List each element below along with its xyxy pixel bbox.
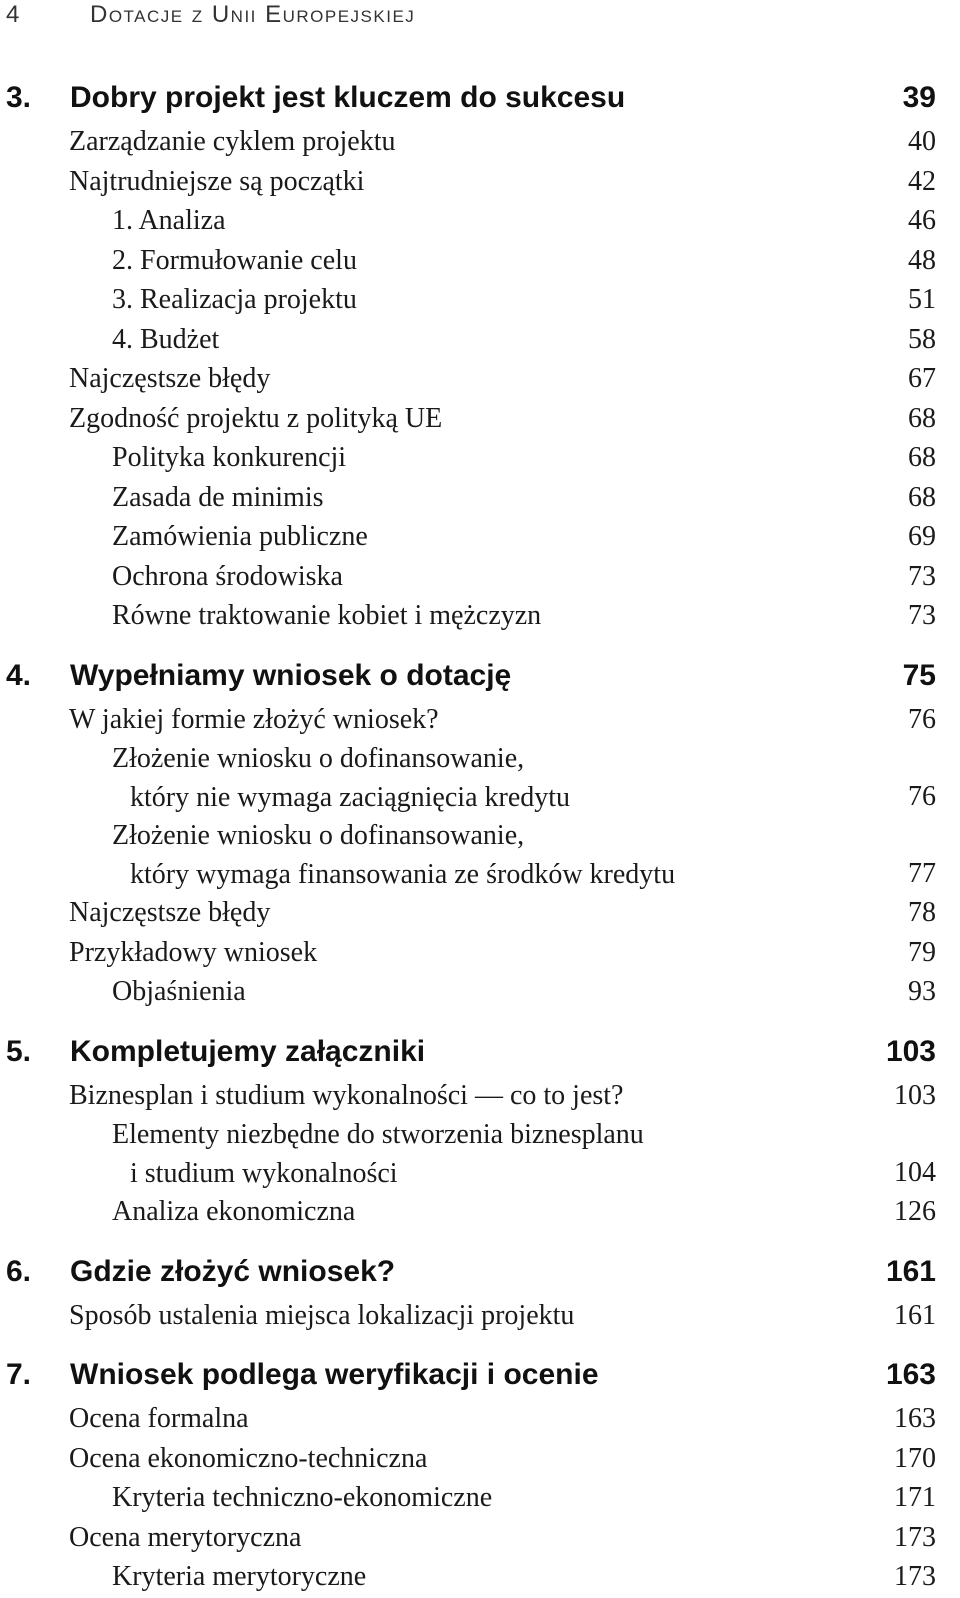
entry-title-line: Przykładowy wniosek (69, 936, 318, 968)
toc-entry[interactable] (0, 1399, 960, 1439)
entry-page-number: 69 (908, 521, 936, 552)
toc-entry[interactable] (0, 972, 960, 1012)
entry-title (112, 280, 357, 320)
entry-page-number: 161 (894, 1299, 936, 1331)
toc-entry[interactable] (0, 359, 960, 399)
toc-entry[interactable] (0, 1115, 960, 1192)
toc-entry[interactable] (0, 700, 960, 740)
toc-chapter (0, 652, 960, 1012)
toc-entry[interactable] (0, 1076, 960, 1116)
entry-title-line: 2. Formułowanie celu (112, 244, 357, 276)
toc-chapter (0, 1028, 960, 1232)
entry-title (69, 359, 270, 399)
running-head (6, 0, 415, 30)
entry-title-line: Ochrona środowiska (112, 560, 343, 592)
toc-entry[interactable] (0, 1296, 960, 1336)
entry-title (112, 1557, 366, 1597)
entry-page-number: 104 (894, 1156, 936, 1188)
toc-entry[interactable] (0, 1439, 960, 1479)
entry-title-line: Ocena ekonomiczno-techniczna (69, 1442, 428, 1474)
entry-title-line: Elementy niezbędne do stworzenia biznesplanu (112, 1119, 644, 1150)
entry-page-number: 67 (908, 363, 936, 394)
chapter-title: Gdzie złożyć wniosek? (70, 1254, 396, 1288)
entry-page-number: 42 (908, 165, 936, 197)
entry-title-line: Biznesplan i studium wykonalności — co to jest? (69, 1079, 624, 1111)
entry-title (112, 557, 343, 597)
entry-title (69, 1518, 301, 1558)
chapter-heading[interactable] (0, 1248, 960, 1296)
entry-page-number: 58 (908, 323, 936, 355)
entry-title (69, 162, 364, 202)
entry-page-number: 73 (908, 560, 936, 592)
entry-title-line: który nie wymaga zaciągnięcia kredytu (130, 782, 571, 813)
chapter-title: Kompletujemy załączniki (70, 1034, 426, 1068)
page-number: 4 (6, 1, 21, 28)
chapter-heading[interactable] (0, 1351, 960, 1399)
toc-entry[interactable] (0, 1557, 960, 1597)
book-title: Dotacje z Unii Europejskiej (90, 1, 416, 28)
entry-page-number: 173 (894, 1561, 936, 1592)
toc-entry[interactable] (0, 596, 960, 636)
entry-title (112, 1478, 492, 1518)
entry-page-number: 170 (894, 1442, 936, 1474)
entry-title (112, 1115, 644, 1192)
entry-title (69, 1439, 427, 1479)
entry-page-number: 173 (894, 1521, 936, 1553)
entry-page-number: 171 (894, 1482, 936, 1513)
entry-title (112, 972, 246, 1012)
entry-page-number: 93 (908, 976, 936, 1007)
entry-title (112, 1192, 355, 1232)
entry-title (112, 201, 226, 241)
entry-title-line: Równe traktowanie kobiet i mężczyzn (112, 600, 542, 631)
toc-entry[interactable] (0, 1518, 960, 1558)
entry-page-number: 76 (908, 780, 936, 812)
entry-page-number: 103 (894, 1079, 936, 1111)
entry-title (69, 700, 439, 740)
entry-page-number: 46 (908, 205, 936, 236)
entry-title-line: Ocena merytoryczna (69, 1521, 302, 1553)
entry-title-line: Polityka konkurencji (112, 442, 347, 473)
entry-title-line: Zasada de minimis (112, 481, 324, 513)
toc-entry[interactable] (0, 933, 960, 973)
toc-entry[interactable] (0, 320, 960, 360)
entry-title-line: i studium wykonalności (130, 1158, 398, 1189)
entry-title-line: Sposób ustalenia miejsca lokalizacji projektu (69, 1299, 575, 1331)
entry-page-number: 126 (894, 1196, 936, 1227)
entry-page-number: 40 (908, 126, 936, 157)
entry-title-line: Najtrudniejsze są początki (69, 165, 365, 197)
entry-title (69, 1399, 249, 1439)
entry-page-number: 73 (908, 600, 936, 631)
entry-title-line: który wymaga finansowania ze środków kredytu (130, 859, 676, 890)
toc-entry[interactable] (0, 162, 960, 202)
toc-entry[interactable] (0, 517, 960, 557)
chapter-number: 7. (6, 1358, 32, 1391)
entry-title (69, 399, 442, 439)
entry-title (112, 320, 219, 360)
entry-title (112, 739, 570, 816)
chapter-title: Dobry projekt jest kluczem do sukcesu (70, 81, 626, 114)
entry-page-number: 68 (908, 442, 936, 473)
toc-entry[interactable] (0, 478, 960, 518)
entry-title (112, 478, 324, 518)
entry-page-number: 51 (908, 284, 936, 315)
chapter-number: 5. (6, 1034, 32, 1068)
toc-chapter (0, 1351, 960, 1597)
toc-entry[interactable] (0, 280, 960, 320)
chapter-heading[interactable] (0, 652, 960, 700)
chapter-page-number: 161 (885, 1254, 936, 1288)
toc-entry[interactable] (0, 399, 960, 439)
chapter-heading[interactable] (0, 1028, 960, 1076)
entry-title (69, 1076, 623, 1116)
table-of-contents (0, 74, 960, 1597)
entry-title (69, 933, 317, 973)
toc-entry[interactable] (0, 438, 960, 478)
entry-page-number: 68 (908, 481, 936, 513)
entry-title-line: Kryteria merytoryczne (112, 1561, 367, 1592)
toc-entry[interactable] (0, 1478, 960, 1518)
entry-title-line: Ocena formalna (69, 1403, 249, 1434)
entry-title-line: Złożenie wniosku o dofinansowanie, (112, 820, 525, 851)
chapter-page-number: 103 (885, 1034, 936, 1068)
entry-page-number: 77 (908, 857, 936, 889)
entry-title-line: Najczęstsze błędy (69, 897, 271, 928)
chapter-number: 4. (6, 658, 32, 692)
entry-page-number: 76 (908, 703, 936, 735)
entry-page-number: 48 (908, 244, 936, 276)
entry-title (112, 517, 368, 557)
entry-title (112, 596, 541, 636)
entry-title (112, 438, 346, 478)
toc-entry[interactable] (0, 739, 960, 816)
entry-page-number: 163 (894, 1403, 936, 1434)
entry-title (69, 122, 396, 162)
entry-title-line: 3. Realizacja projektu (112, 284, 357, 315)
entry-title-line: Analiza ekonomiczna (112, 1196, 356, 1227)
entry-title-line: Zgodność projektu z polityką UE (69, 402, 443, 434)
entry-title-line: Kryteria techniczno-ekonomiczne (112, 1482, 493, 1513)
entry-title (112, 241, 357, 281)
toc-entry[interactable] (0, 1192, 960, 1232)
entry-title-line: 1. Analiza (112, 205, 226, 236)
chapter-page-number: 75 (902, 658, 936, 692)
entry-title-line: Objaśnienia (112, 976, 246, 1007)
chapter-number: 3. (6, 81, 32, 114)
entry-title-line: W jakiej formie złożyć wniosek? (69, 703, 439, 735)
toc-entry[interactable] (0, 816, 960, 893)
toc-chapter (0, 1248, 960, 1336)
toc-entry[interactable] (0, 557, 960, 597)
entry-title-line: 4. Budżet (112, 323, 220, 355)
entry-title (69, 1296, 574, 1336)
chapter-page-number: 163 (885, 1358, 936, 1391)
toc-entry[interactable] (0, 122, 960, 162)
chapter-title: Wniosek podlega weryfikacji i ocenie (70, 1358, 599, 1391)
entry-title-line: Złożenie wniosku o dofinansowanie, (112, 743, 525, 774)
entry-page-number: 68 (908, 402, 936, 434)
chapter-number: 6. (6, 1254, 32, 1288)
toc-entry[interactable] (0, 241, 960, 281)
entry-title-line: Zamówienia publiczne (112, 521, 368, 552)
chapter-title: Wypełniamy wniosek o dotację (70, 658, 512, 692)
entry-page-number: 79 (908, 936, 936, 968)
toc-entry[interactable] (0, 893, 960, 933)
toc-chapter (0, 74, 960, 636)
chapter-heading[interactable] (0, 74, 960, 122)
entry-page-number: 78 (908, 897, 936, 928)
toc-entry[interactable] (0, 201, 960, 241)
entry-title (112, 816, 675, 893)
entry-title-line: Najczęstsze błędy (69, 363, 271, 394)
entry-title-line: Zarządzanie cyklem projektu (69, 126, 396, 157)
chapter-page-number: 39 (902, 81, 936, 114)
entry-title (69, 893, 270, 933)
